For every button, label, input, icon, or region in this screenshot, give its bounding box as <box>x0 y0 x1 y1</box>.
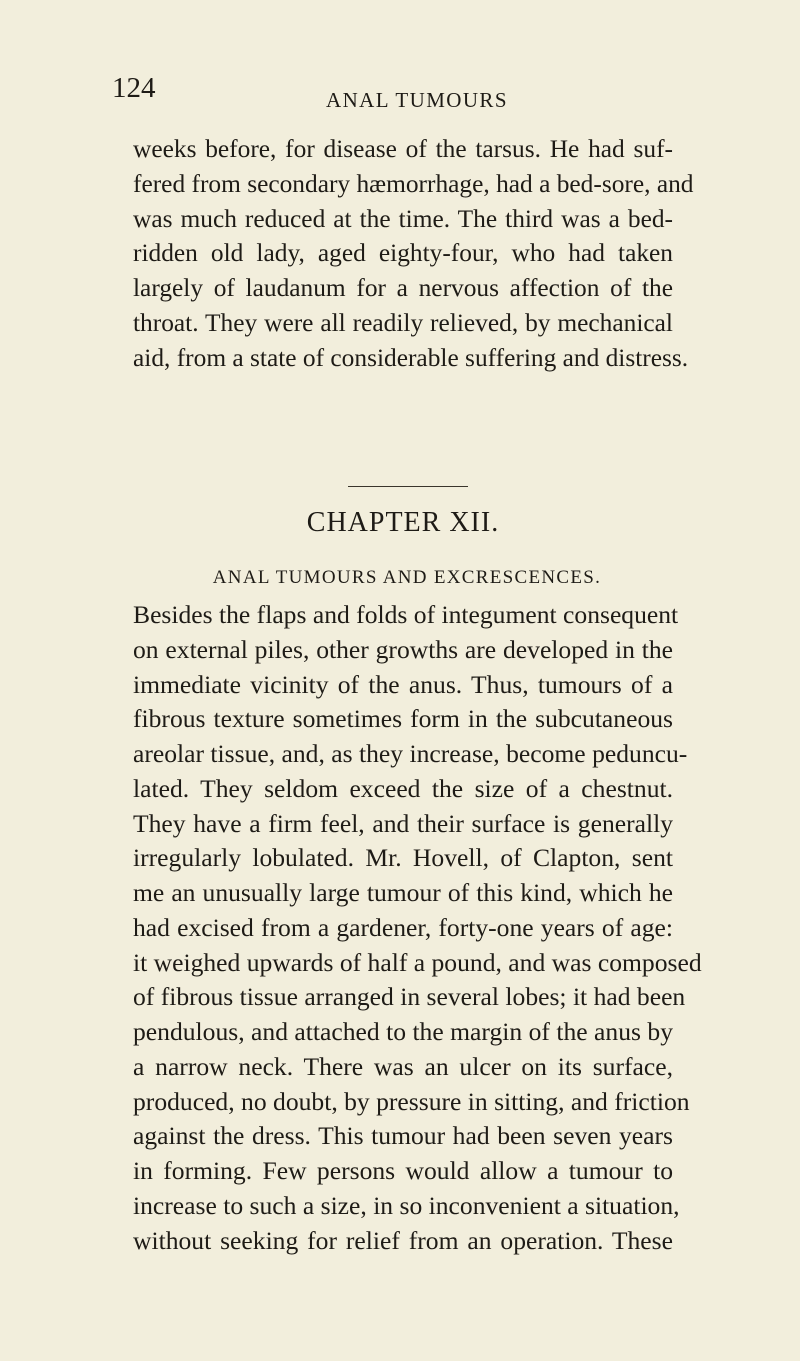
text-line: in forming. Few persons would allow a tumour to <box>133 1156 673 1185</box>
text-line: largely of laudanum for a nervous affection of the <box>133 274 673 302</box>
text-line: lated. They seldom exceed the size of a chestnut. <box>133 773 673 803</box>
text-line: had excised from a gardener, forty-one years of age: <box>133 912 673 942</box>
text-line: ridden old lady, aged eighty-four, who had taken <box>133 239 673 268</box>
text-line: a narrow neck. There was an ulcer on its surface, <box>133 1051 673 1081</box>
chapter-title: CHAPTER XII. <box>306 507 500 538</box>
text-line: of fibrous tissue arranged in several lobes; it had been <box>133 982 686 1012</box>
body-paragraph <box>133 598 702 1258</box>
text-line: pendulous, and attached to the margin of the anus by <box>133 1017 673 1046</box>
text-line: without seeking for relief from an operation. These <box>133 1225 673 1255</box>
text-line: was much reduced at the time. The third was a bed- <box>133 204 673 233</box>
text-line: it weighed upwards of half a pound, and was composed <box>133 947 702 977</box>
text-line: aid, from a state of considerable suffering and distress. <box>133 343 689 372</box>
section-divider <box>348 486 468 487</box>
text-line: against the dress. This tumour had been seven years <box>133 1121 673 1151</box>
text-line: weeks before, for disease of the tarsus. He had suf- <box>133 135 673 163</box>
text-line: throat. They were all readily relieved, by mechanical <box>133 308 673 337</box>
text-line: They have a firm feel, and their surface is generally <box>133 808 673 838</box>
text-line: increase to such a size, in so inconvenient a situation, <box>133 1190 680 1220</box>
running-head: ANAL TUMOURS <box>326 88 508 112</box>
text-line: immediate vicinity of the anus. Thus, tumours of a <box>133 669 673 699</box>
text-line: irregularly lobulated. Mr. Hovell, of Clapton, sent <box>133 843 673 873</box>
text-line: fibrous texture sometimes form in the subcutaneous <box>133 704 673 734</box>
top-paragraph <box>133 132 694 375</box>
text-line: on external piles, other growths are developed in the <box>133 634 673 664</box>
chapter-subtitle: ANAL TUMOURS AND EXCRESCENCES. <box>212 567 602 588</box>
text-line: fered from secondary hæmorrhage, had a bed-sore, and <box>133 169 694 198</box>
text-line: areolar tissue, and, as they increase, become peduncu- <box>133 739 688 768</box>
text-line: me an unusually large tumour of this kind, which he <box>133 878 673 907</box>
text-line: Besides the flaps and folds of integument consequent <box>133 600 679 629</box>
text-line: produced, no doubt, by pressure in sitting, and friction <box>133 1086 690 1116</box>
page-number: 124 <box>112 72 156 104</box>
